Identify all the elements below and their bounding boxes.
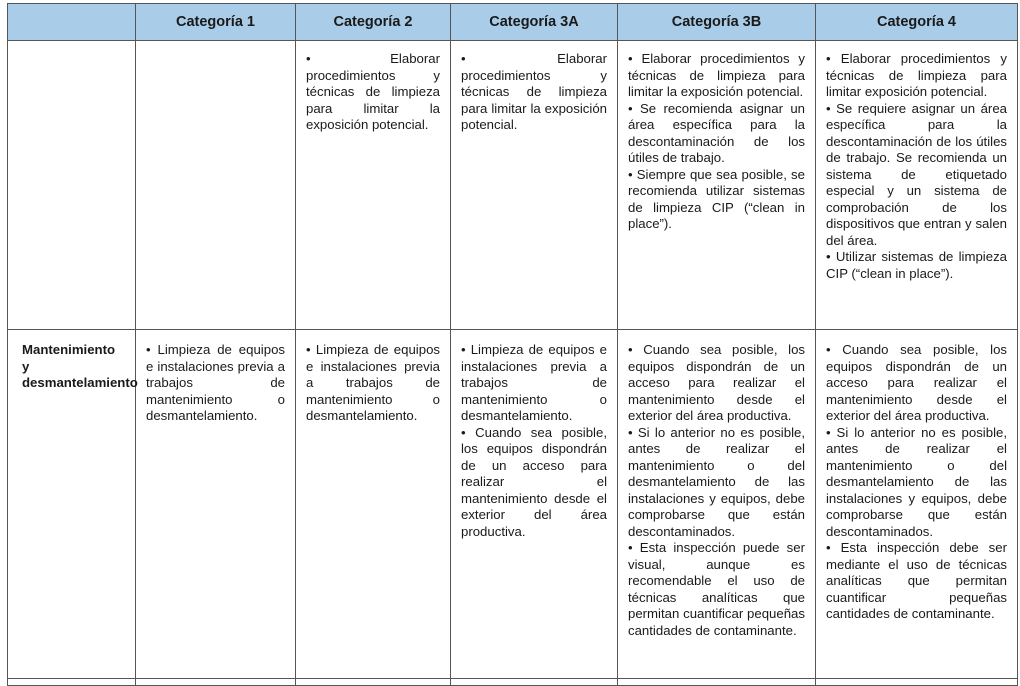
list-item: • Siempre que sea posible, se recomienda utilizar sistemas de limpieza CIP (“clean in place”). (628, 166, 805, 231)
list-item: • Si lo anterior no es posible, antes de realizar el mantenimiento o del desmantelamiento de las instalaciones y equipos, debe comprobarse que están descontaminados. (826, 424, 1007, 539)
table-row (8, 330, 1018, 679)
table-cell (451, 330, 618, 679)
table-cell (8, 679, 136, 686)
table-cell (451, 679, 618, 686)
list-item: • Elaborar procedimientos y técnicas de limpieza para limitar la exposición potencial. (628, 51, 805, 99)
table-cell (451, 41, 618, 330)
list-item: • Esta inspección debe ser mediante el uso de técnicas analíticas que permitan cuantificar pequeñas cantidades de contaminante. (826, 540, 1007, 621)
table-cell (816, 41, 1018, 330)
list-item: • Limpieza de equipos e instalaciones previa a trabajos de mantenimiento o desmantelamiento. (146, 342, 285, 423)
list-item: • Cuando sea posible, los equipos dispondrán de un acceso para realizar el mantenimiento desde el exterior del área productiva. (628, 342, 805, 423)
list-item: • Utilizar sistemas de limpieza CIP (“clean in place”). (826, 249, 1007, 281)
header-cell-categoria-1: Categoría 1 (136, 4, 296, 41)
table-row (8, 41, 1018, 330)
header-cell-categoria-3a: Categoría 3A (451, 4, 618, 41)
list-item: • Elaborar procedimientos y técnicas de limpieza para limitar la exposición potencial. (306, 51, 440, 132)
table-cell (136, 330, 296, 679)
table-cell (136, 679, 296, 686)
table-cell (816, 679, 1018, 686)
list-item: • Esta inspección puede ser visual, aunque es recomendable el uso de técnicas analíticas que permitan cuantificar pequeñas cantidades de contaminante. (628, 540, 805, 638)
list-item: • Limpieza de equipos e instalaciones previa a trabajos de mantenimiento o desmantelamiento. (306, 342, 440, 423)
list-item: • Se recomienda asignar un área específica para la descontaminación de los útiles de trabajo. (628, 100, 805, 165)
table-cell (136, 41, 296, 330)
header-row (8, 4, 1018, 41)
table-cell (296, 330, 451, 679)
list-item: • Elaborar procedimientos y técnicas de limpieza para limitar la exposición potencial. (461, 51, 607, 132)
header-cell-categoria-4: Categoría 4 (816, 4, 1018, 41)
table-cell (296, 41, 451, 330)
list-item: • Elaborar procedimientos y técnicas de limpieza para limitar exposición potencial. (826, 51, 1007, 99)
list-item: • Se requiere asignar un área específica para la descontaminación de los útiles de trabajo. Se recomienda un sistema de etiquetado especial y un sistema de comprobación de los dispositivos que entran y salen del área. (826, 100, 1007, 248)
header-cell-categoria-3b: Categoría 3B (618, 4, 816, 41)
table-cell (618, 330, 816, 679)
table-cell (618, 41, 816, 330)
table-cell (816, 330, 1018, 679)
list-item: • Si lo anterior no es posible, antes de realizar el mantenimiento o del desmantelamiento de las instalaciones y equipos, debe comprobarse que están descontaminados. (628, 424, 805, 539)
row-label (8, 41, 136, 330)
row-label: Mantenimiento y desmantelamiento (8, 330, 136, 679)
comparison-table (7, 3, 1018, 686)
list-item: • Cuando sea posible, los equipos dispondrán de un acceso para realizar el mantenimiento desde el exterior del área productiva. (461, 424, 607, 539)
table-cell (618, 679, 816, 686)
table-cell (296, 679, 451, 686)
list-item: • Cuando sea posible, los equipos dispondrán de un acceso para realizar el mantenimiento desde el exterior del área productiva. (826, 342, 1007, 423)
table-row (8, 679, 1018, 686)
header-cell-categoria-2: Categoría 2 (296, 4, 451, 41)
list-item: • Limpieza de equipos e instalaciones previa a trabajos de mantenimiento o desmantelamiento. (461, 342, 607, 423)
header-cell-empty (8, 4, 136, 41)
